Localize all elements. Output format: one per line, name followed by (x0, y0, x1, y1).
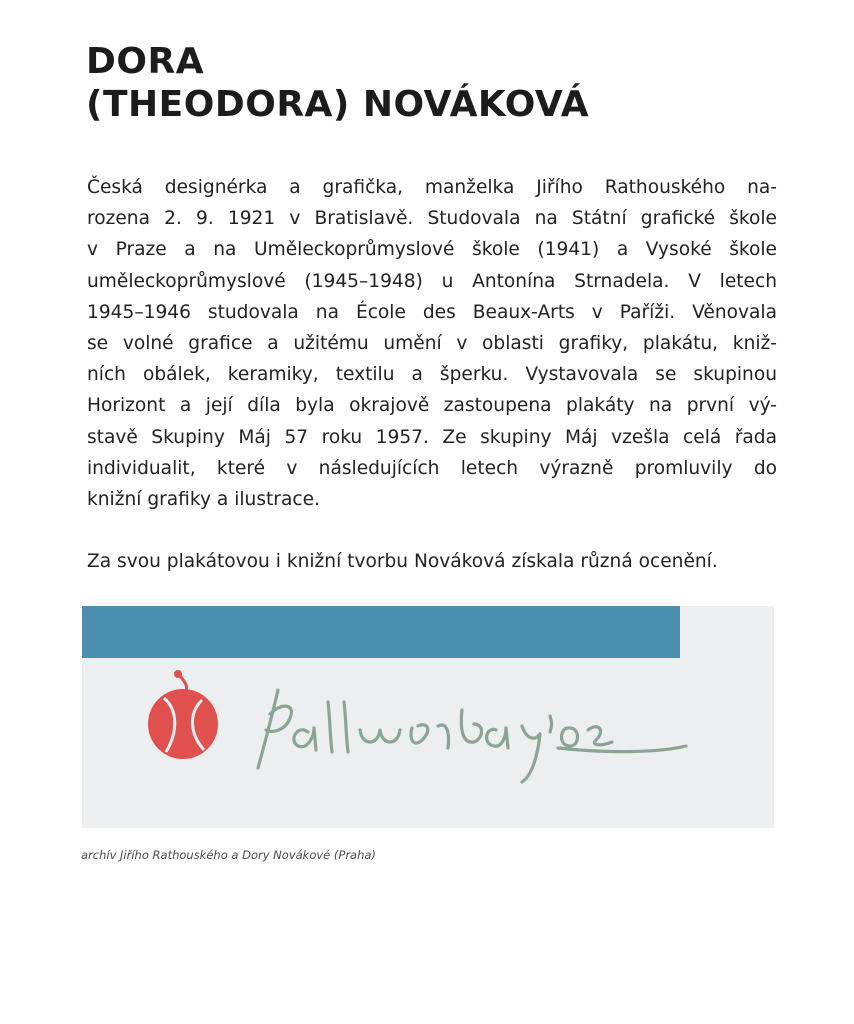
blue-band (82, 606, 680, 658)
page-title (86, 40, 786, 126)
biography-line: rozena 2. 9. 1921 v Bratislavě. Studovala na Státní grafické škole (87, 208, 777, 230)
title-line-fullname: (THEODORA) NOVÁKOVÁ (86, 84, 590, 125)
biography-line: 1945–1946 studovala na École des Beaux-Arts v Paříži. Věnovala (87, 301, 777, 323)
title-line-name: DORA (86, 41, 205, 82)
biography-text (87, 172, 777, 577)
artwork-image (82, 606, 774, 828)
biography-paragraph (87, 172, 777, 515)
biography-line: Česká designérka a grafička, manželka Jiřího Rathouského na- (87, 177, 777, 198)
biography-line: ních obálek, keramiky, textilu a šperku. Vystavovala se skupinou (87, 364, 777, 386)
biography-line: se volné grafice a užitému umění v oblasti grafiky, plakátu, kniž- (87, 333, 777, 355)
awards-line: Za svou plakátovou i knižní tvorbu Nováková získala různá ocenění. (87, 551, 718, 573)
biography-line: knižní grafiky a ilustrace. (87, 489, 320, 511)
image-caption: archív Jiřího Rathouského a Dory Novákové (Praha) (81, 848, 376, 862)
biography-line: v Praze a na Uměleckoprůmyslové škole (1941) a Vysoké škole (87, 239, 777, 261)
signed-print-detail (82, 606, 774, 828)
biography-line: stavě Skupiny Máj 57 roku 1957. Ze skupiny Máj vzešla celá řada (87, 426, 777, 448)
awards-paragraph (87, 546, 777, 577)
biography-line: Horizont a její díla byla okrajově zastoupena plakáty na první vý- (87, 395, 777, 417)
biography-line: individualit, které v následujících letech výrazně promluvily do (87, 457, 777, 479)
biography-line: uměleckoprůmyslové (1945–1948) u Antonína Strnadela. V letech (87, 270, 777, 292)
